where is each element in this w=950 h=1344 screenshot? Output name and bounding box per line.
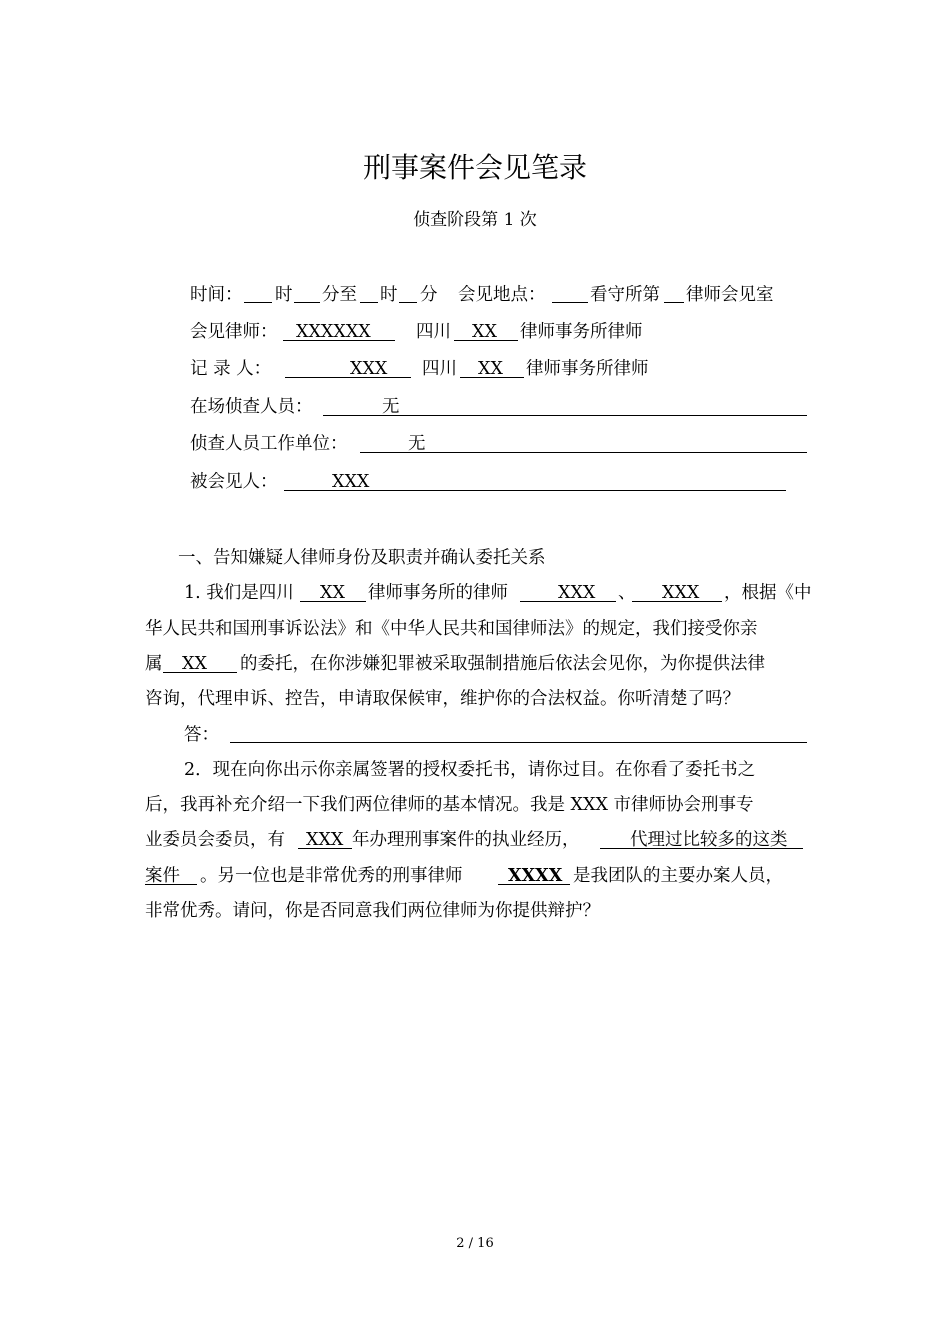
paragraph-text: 的委托，在你涉嫌犯罪被采取强制措施后依法会见你，为你提供法律 xyxy=(240,654,765,674)
answer-label: 答： xyxy=(184,725,219,745)
paragraph-text: 咨询，代理申诉、控告，申请取保候审，维护你的合法权益。你听清楚了吗？ xyxy=(145,689,740,709)
blank-line xyxy=(360,452,807,453)
recorder-name: XXX xyxy=(350,359,388,379)
paragraph-text: 业委员会委员，有 xyxy=(145,830,285,850)
paragraph-text: 非常优秀。请问，你是否同意我们两位律师为你提供辩护？ xyxy=(145,901,600,921)
answer-blank-line xyxy=(230,742,807,743)
blank-line xyxy=(552,302,588,303)
section-heading: 一、告知嫌疑人律师身份及职责并确认委托关系 xyxy=(178,548,546,568)
unit-value: 无 xyxy=(408,434,426,454)
paragraph-text: 是我团队的主要办案人员， xyxy=(573,866,783,886)
experience-text: 代理过比较多的这类 xyxy=(630,830,788,850)
blank-line xyxy=(360,302,378,303)
document-title: 刑事案件会见笔录 xyxy=(362,151,587,184)
recorder-label: 记 录 人： xyxy=(190,359,272,379)
experience-text: 案件 xyxy=(145,866,180,886)
lawyer-province: 四川 xyxy=(416,322,451,342)
blank-line xyxy=(244,302,272,303)
lawyer-suffix: 律师事务所律师 xyxy=(520,322,643,342)
paragraph-text: 律师事务所的律师 xyxy=(368,583,508,603)
paragraph-text: 属 xyxy=(145,654,163,674)
interviewee-label: 被会见人： xyxy=(190,472,278,492)
lawyer-name: XXXXXX xyxy=(296,322,371,342)
paragraph-text: 、 xyxy=(618,583,636,603)
lawyer-name: XXX xyxy=(662,583,700,603)
place-end: 律师会见室 xyxy=(686,285,774,305)
recorder-firm: XX xyxy=(478,359,503,379)
paragraph-text: 华人民共和国刑事诉讼法》和《中华人民共和国律师法》的规定，我们接受你亲 xyxy=(145,619,758,639)
time-label: 时间： xyxy=(190,285,243,305)
investigator-value: 无 xyxy=(382,397,400,417)
recorder-suffix: 律师事务所律师 xyxy=(526,359,649,379)
page-number: 2 / 16 xyxy=(456,1236,494,1251)
lawyer-name: XXX xyxy=(558,583,596,603)
blank-line xyxy=(399,302,417,303)
paragraph-text: ，根据《中 xyxy=(724,583,812,603)
blank-line xyxy=(664,302,684,303)
investigator-label: 在场侦查人员： xyxy=(190,397,313,417)
time-hour-label-2: 时 xyxy=(380,285,398,305)
time-hour-label: 时 xyxy=(275,285,293,305)
blank-line xyxy=(294,302,320,303)
place-label: 会见地点： xyxy=(458,285,546,305)
firm-name: XX xyxy=(320,583,345,603)
years-value: XXX xyxy=(306,830,344,850)
other-lawyer-name: XXXX xyxy=(508,866,563,886)
recorder-province: 四川 xyxy=(422,359,457,379)
paragraph-text: 后，我再补充介绍一下我们两位律师的基本情况。我是 XXX 市律师协会刑事专 xyxy=(145,795,754,815)
unit-label: 侦查人员工作单位： xyxy=(190,434,348,454)
document-subtitle: 侦查阶段第 1 次 xyxy=(413,210,537,230)
paragraph-text: 年办理刑事案件的执业经历， xyxy=(352,830,580,850)
blank-line xyxy=(285,377,411,378)
time-minute-label-2: 分 xyxy=(420,285,438,305)
place-middle: 看守所第 xyxy=(590,285,660,305)
time-minute-label: 分至 xyxy=(322,285,357,305)
paragraph-text: 1. 我们是四川 xyxy=(184,583,294,603)
relative-name: XX xyxy=(182,654,207,674)
paragraph-text: 2．现在向你出示你亲属签署的授权委托书，请你过目。在你看了委托书之 xyxy=(184,760,756,780)
paragraph-text: 。另一位也是非常优秀的刑事律师 xyxy=(200,866,463,886)
lawyer-label: 会见律师： xyxy=(190,322,278,342)
interviewee-value: XXX xyxy=(332,472,370,492)
lawyer-firm: XX xyxy=(472,322,497,342)
